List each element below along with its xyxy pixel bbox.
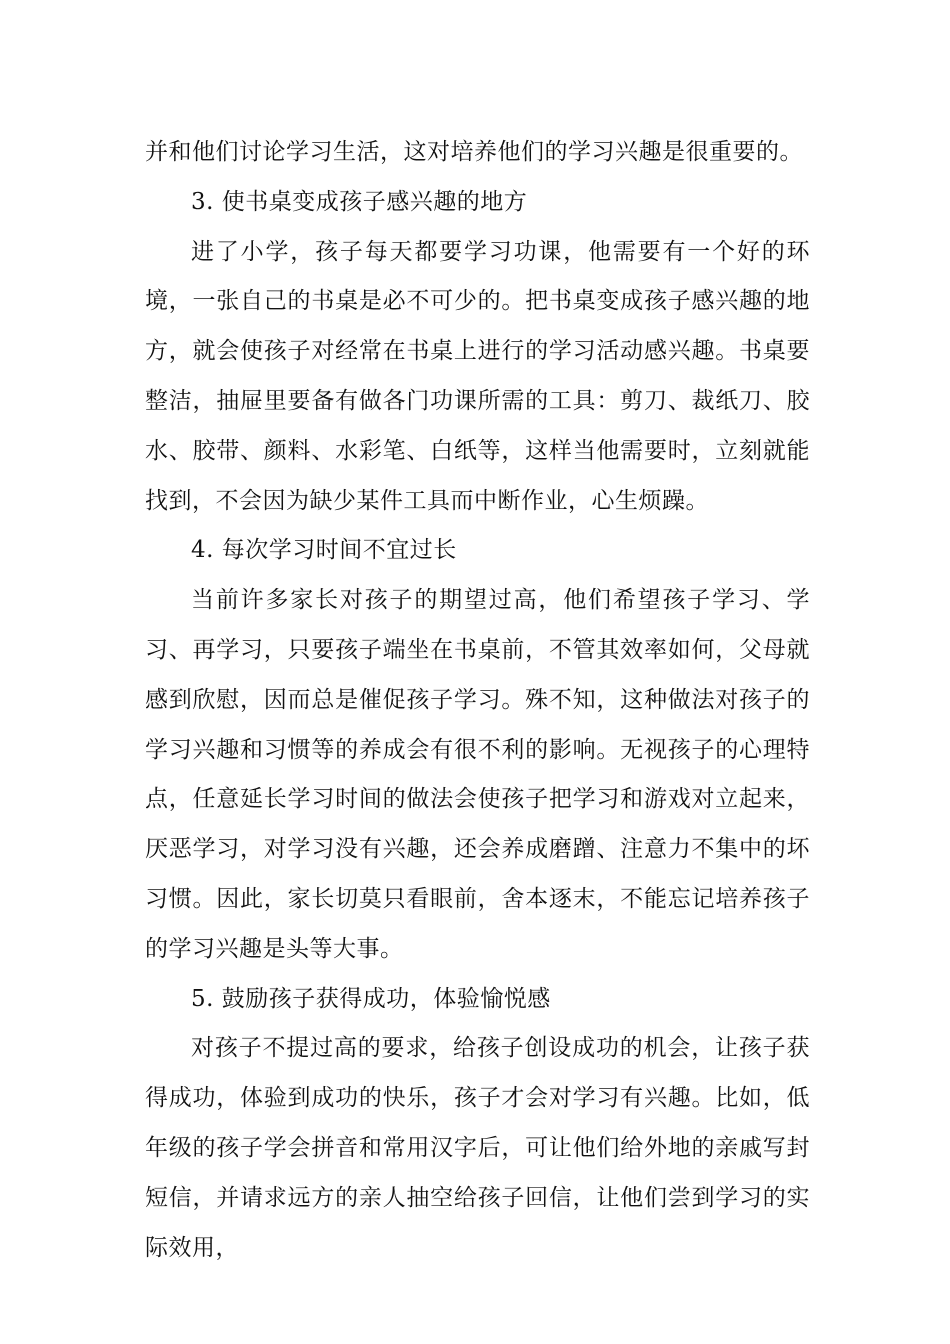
- paragraph-study-time: 当前许多家长对孩子的期望过高，他们希望孩子学习、学习、再学习，只要孩子端坐在书桌前，不管其效率如何，父母就感到欣慰，因而总是催促孩子学习。殊不知，这种做法对孩子的学习兴趣和习惯等的养成会有很不利的影响。无视孩子的心理特点，任意延长学习时间的做法会使孩子把学习和游戏对立起来，厌恶学习，对学习没有兴趣，还会养成磨蹭、注意力不集中的坏习惯。因此，家长切莫只看眼前，舍本逐末，不能忘记培养孩子的学习兴趣是头等大事。: [145, 587, 810, 962]
- section-heading-3: 3. 使书桌变成孩子感兴趣的地方: [191, 188, 528, 215]
- document-body: [145, 128, 810, 1273]
- paragraph-desk: 进了小学，孩子每天都要学习功课，他需要有一个好的环境，一张自己的书桌是必不可少的。把书桌变成孩子感兴趣的地方，就会使孩子对经常在书桌上进行的学习活动感兴趣。书桌要整洁，抽屉里要备有做各门功课所需的工具：剪刀、裁纸刀、胶水、胶带、颜料、水彩笔、白纸等，这样当他需要时，立刻就能找到，不会因为缺少某件工具而中断作业，心生烦躁。: [145, 238, 810, 514]
- section-heading-4: 4. 每次学习时间不宜过长: [191, 537, 457, 564]
- paragraph-continuation: 并和他们讨论学习生活，这对培养他们的学习兴趣是很重要的。: [145, 139, 803, 165]
- paragraph-success: 对孩子不提过高的要求，给孩子创设成功的机会，让孩子获得成功，体验到成功的快乐，孩子才会对学习有兴趣。比如，低年级的孩子学会拼音和常用汉字后，可让他们给外地的亲戚写封短信，并请求远方的亲人抽空给孩子回信，让他们尝到学习的实际效用，: [145, 1035, 810, 1261]
- section-heading-5: 5. 鼓励孩子获得成功，体验愉悦感: [191, 985, 551, 1012]
